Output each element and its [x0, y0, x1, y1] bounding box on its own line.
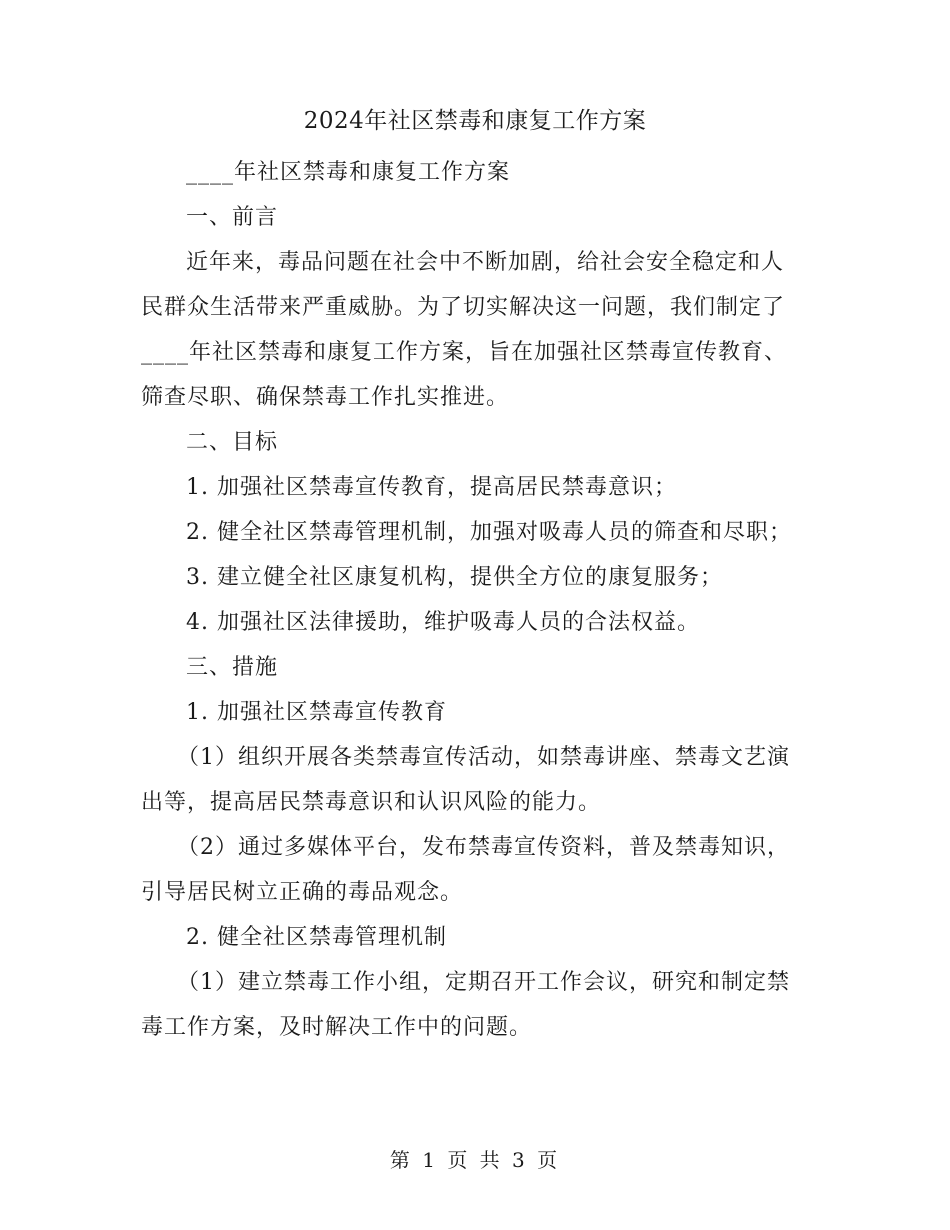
- goal-item: 4. 加强社区法律援助，维护吸毒人员的合法权益。: [186, 610, 700, 635]
- paragraph-line: 筛查尽职、确保禁毒工作扎实推进。: [141, 385, 510, 410]
- subtitle-line: ____年社区禁毒和康复工作方案: [186, 160, 511, 185]
- measure-detail-line: 引导居民树立正确的毒品观念。: [141, 880, 464, 905]
- measure-detail-line: （1）建立禁毒工作小组，定期召开工作会议，研究和制定禁: [177, 970, 790, 995]
- section-heading-goals: 二、目标: [186, 430, 279, 455]
- measure-detail-line: 出等，提高居民禁毒意识和认识风险的能力。: [141, 790, 602, 815]
- paragraph-line: 民群众生活带来严重威胁。为了切实解决这一问题，我们制定了: [141, 295, 786, 320]
- paragraph-line: 近年来，毒品问题在社会中不断加剧，给社会安全稳定和人: [186, 250, 785, 275]
- paragraph-line: ____年社区禁毒和康复工作方案，旨在加强社区禁毒宣传教育、: [141, 340, 788, 365]
- goal-item: 2. 健全社区禁毒管理机制，加强对吸毒人员的筛查和尽职；: [186, 520, 792, 545]
- goal-item: 1. 加强社区禁毒宣传教育，提高居民禁毒意识；: [186, 475, 677, 500]
- measure-detail-line: （2）通过多媒体平台，发布禁毒宣传资料，普及禁毒知识，: [177, 835, 790, 860]
- measure-detail-line: （1）组织开展各类禁毒宣传活动，如禁毒讲座、禁毒文艺演: [177, 745, 790, 770]
- section-heading-preface: 一、前言: [186, 205, 279, 230]
- goal-item: 3. 建立健全社区康复机构，提供全方位的康复服务；: [186, 565, 723, 590]
- section-heading-measures: 三、措施: [186, 655, 279, 680]
- measure-detail-line: 毒工作方案，及时解决工作中的问题。: [141, 1015, 533, 1040]
- measure-heading: 2. 健全社区禁毒管理机制: [186, 925, 447, 950]
- measure-heading: 1. 加强社区禁毒宣传教育: [186, 700, 447, 725]
- page-number-footer: 第 1 页 共 3 页: [389, 1148, 561, 1172]
- document-title: 2024年社区禁毒和康复工作方案: [303, 108, 647, 134]
- document-body: [141, 150, 809, 1050]
